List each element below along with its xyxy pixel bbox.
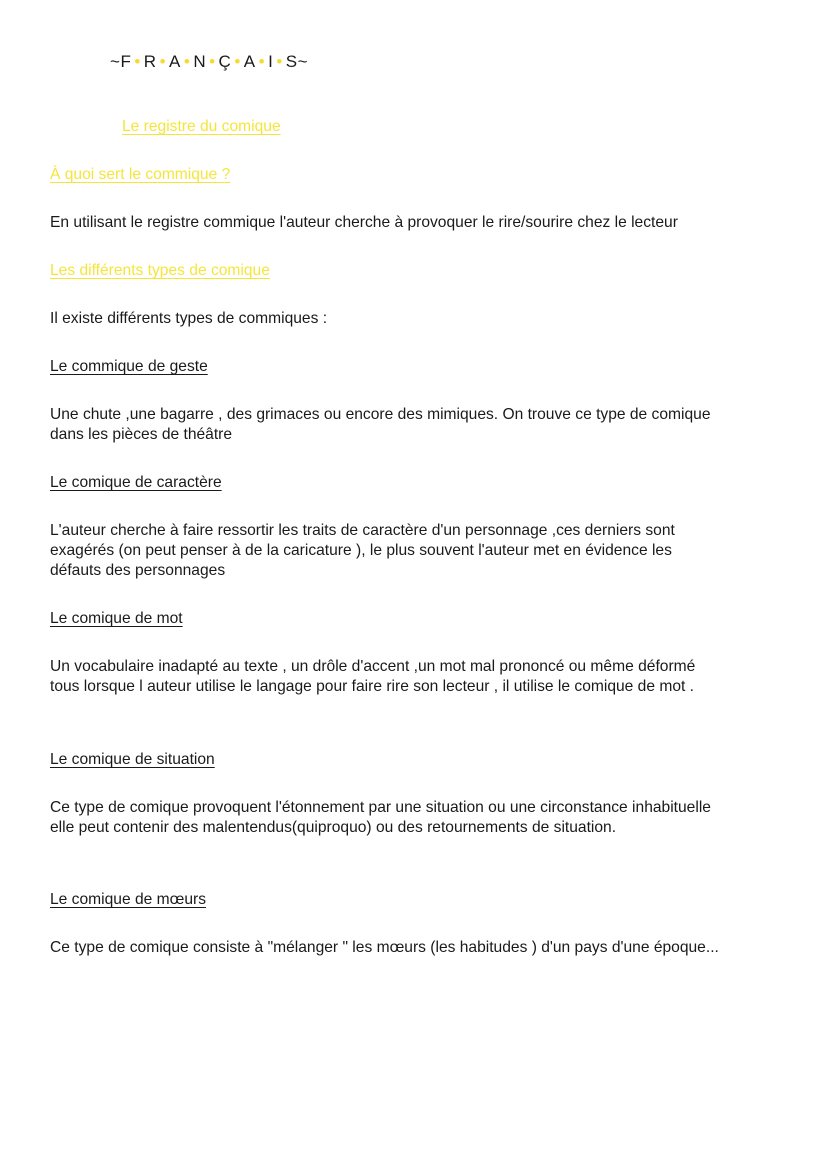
title-letter: N xyxy=(193,52,207,71)
section-text-situation-line: Ce type de comique provoquent l'étonnement par une situation ou une circonstance inhabituelle xyxy=(50,799,711,816)
section-text-mot-line: Un vocabulaire inadapté au texte , un drôle d'accent ,un mot mal prononcé ou même déformé xyxy=(50,658,696,675)
section-text-caractere-line: exagérés (on peut penser à de la caricature ), le plus souvent l'auteur met en évidence les xyxy=(50,542,672,559)
section-text-geste-line: dans les pièces de théâtre xyxy=(50,426,233,443)
section-text-caractere-line: défauts des personnages xyxy=(50,562,226,579)
title-dot: • xyxy=(209,52,216,71)
section-text-situation-line: elle peut contenir des malentendus(quiproquo) ou des retournements de situation. xyxy=(50,819,617,836)
title-letter: R xyxy=(143,52,157,71)
title-tilde-right: ~ xyxy=(297,52,309,71)
types-intro-text: Il existe différents types de commiques : xyxy=(50,310,328,327)
title-letter: Ç xyxy=(218,52,232,71)
title-letter: I xyxy=(268,52,274,71)
section-text-mot-line: tous lorsque l auteur utilise le langage pour faire rire son lecteur , il utilise le comique de mot . xyxy=(50,678,695,695)
section-title-geste: Le commique de geste xyxy=(50,358,208,375)
answer-text: En utilisant le registre commique l'auteur cherche à provoquer le rire/sourire chez le lecteur xyxy=(50,214,678,231)
section-text-geste-line: Une chute ,une bagarre , des grimaces ou encore des mimiques. On trouve ce type de comique xyxy=(50,406,711,423)
title-letter: S xyxy=(285,52,298,71)
section-title-moeurs: Le comique de mœurs xyxy=(50,891,206,908)
section-title-situation: Le comique de situation xyxy=(50,751,215,768)
title-dot: • xyxy=(134,52,141,71)
title-dot: • xyxy=(276,52,283,71)
section-text-moeurs-line: Ce type de comique consiste à "mélanger " les mœurs (les habitudes ) d'un pays d'une époque... xyxy=(50,939,719,956)
title-letter: A xyxy=(169,52,181,71)
main-heading: Le registre du comique xyxy=(122,118,281,135)
title-dot: • xyxy=(183,52,191,71)
section-title-caractere: Le comique de caractère xyxy=(50,474,222,491)
document-title xyxy=(110,52,308,72)
question-heading: À quoi sert le commique ? xyxy=(50,166,231,183)
section-title-mot: Le comique de mot xyxy=(50,610,183,627)
types-heading: Les différents types de comique xyxy=(50,262,270,279)
title-letter: A xyxy=(243,52,256,71)
title-tilde-left: ~ xyxy=(110,52,121,71)
title-dot: • xyxy=(159,52,167,71)
title-dot: • xyxy=(234,52,241,71)
title-letter: F xyxy=(120,52,132,71)
section-text-caractere-line: L'auteur cherche à faire ressortir les traits de caractère d'un personnage ,ces derniers sont xyxy=(50,522,675,539)
title-dot: • xyxy=(258,52,266,71)
